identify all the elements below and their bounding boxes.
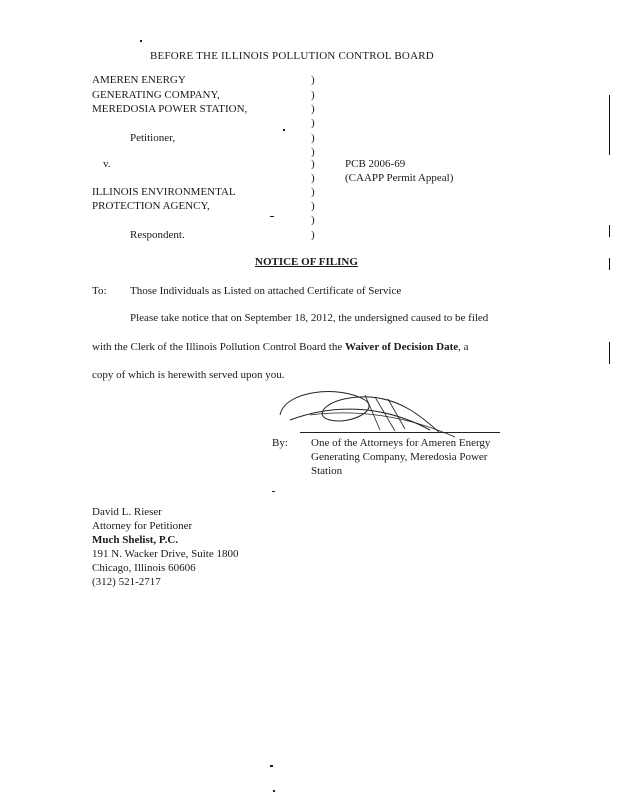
caption-paren: ) bbox=[311, 214, 315, 226]
respondent-role: Respondent. bbox=[130, 229, 185, 241]
petitioner-role: Petitioner, bbox=[130, 132, 176, 144]
scan-edge-mark bbox=[609, 342, 610, 364]
law-firm-name: Much Shelist, P.C. bbox=[92, 534, 179, 546]
attorney-role: Attorney for Petitioner bbox=[92, 520, 193, 532]
petitioner-line-1: AMEREN ENERGY bbox=[92, 74, 186, 86]
notice-paragraph-line-3: copy of which is herewith served upon you. bbox=[92, 369, 285, 381]
signature-line-2: Generating Company, Meredosia Power bbox=[311, 451, 488, 463]
to-value: Those Individuals as Listed on attached Certificate of Service bbox=[130, 285, 402, 297]
petitioner-line-3: MEREDOSIA POWER STATION, bbox=[92, 103, 248, 115]
attorney-name: David L. Rieser bbox=[92, 506, 162, 518]
caption-paren: ) bbox=[311, 200, 315, 212]
to-label: To: bbox=[92, 285, 107, 297]
scan-edge-mark bbox=[609, 95, 610, 155]
petitioner-line-2: GENERATING COMPANY, bbox=[92, 89, 220, 101]
caption-paren: ) bbox=[311, 146, 315, 158]
caption-paren: ) bbox=[311, 186, 315, 198]
caption-paren: ) bbox=[311, 74, 315, 86]
address-line-1: 191 N. Wacker Drive, Suite 1800 bbox=[92, 548, 239, 560]
respondent-line-1: ILLINOIS ENVIRONMENTAL bbox=[92, 186, 236, 198]
scan-edge-mark bbox=[609, 225, 610, 237]
document-title: BEFORE THE ILLINOIS POLLUTION CONTROL BOARD bbox=[150, 50, 434, 62]
versus-label: v. bbox=[103, 158, 111, 170]
scan-speck bbox=[270, 216, 274, 217]
respondent-line-2: PROTECTION AGENCY, bbox=[92, 200, 210, 212]
caption-paren: ) bbox=[311, 229, 315, 241]
notice-paragraph-line-1: Please take notice that on September 18, 2012, the undersigned caused to be filed bbox=[130, 312, 489, 324]
address-line-2: Chicago, Illinois 60606 bbox=[92, 562, 196, 574]
scan-edge-mark bbox=[609, 258, 610, 270]
phone-number: (312) 521-2717 bbox=[92, 576, 161, 588]
notice-heading: NOTICE OF FILING bbox=[255, 256, 358, 268]
case-type: (CAAPP Permit Appeal) bbox=[345, 172, 454, 184]
scan-speck bbox=[140, 40, 142, 42]
caption-paren: ) bbox=[311, 132, 315, 144]
notice-paragraph-text: , a bbox=[458, 341, 469, 353]
by-label: By: bbox=[272, 437, 288, 449]
filed-document-name: Waiver of Decision Date bbox=[344, 341, 459, 353]
signature-line-1: One of the Attorneys for Ameren Energy bbox=[311, 437, 491, 449]
notice-paragraph-text: with the Clerk of the Illinois Pollution Control Board the bbox=[92, 341, 345, 353]
signature-line bbox=[300, 432, 500, 433]
signature-line-3: Station bbox=[311, 465, 343, 477]
caption-paren: ) bbox=[311, 89, 315, 101]
caption-paren: ) bbox=[311, 158, 315, 170]
scan-speck bbox=[270, 765, 273, 767]
caption-paren: ) bbox=[311, 117, 315, 129]
scan-speck bbox=[283, 129, 285, 131]
notice-paragraph-line-2 bbox=[92, 340, 469, 354]
scan-speck bbox=[273, 790, 275, 792]
caption-paren: ) bbox=[311, 103, 315, 115]
case-number: PCB 2006-69 bbox=[345, 158, 406, 170]
scan-speck bbox=[272, 491, 275, 492]
caption-paren: ) bbox=[311, 172, 315, 184]
